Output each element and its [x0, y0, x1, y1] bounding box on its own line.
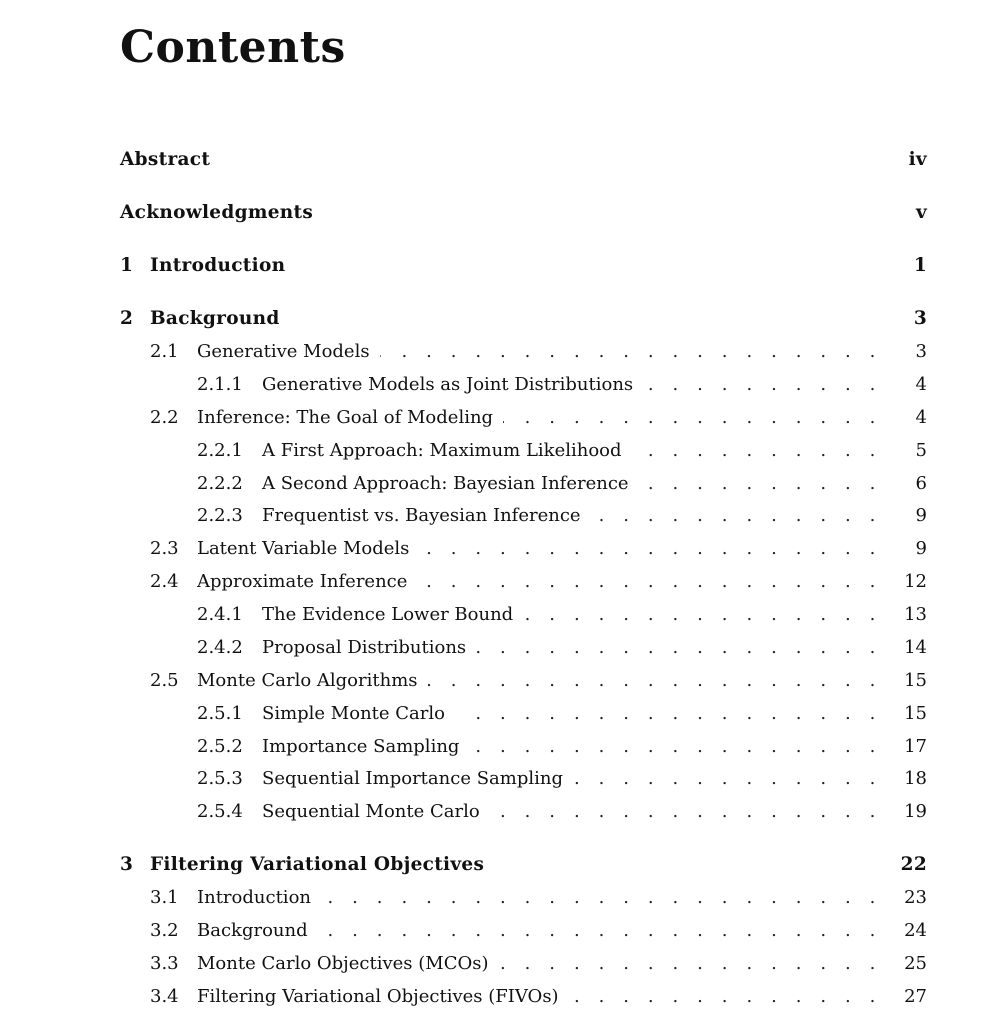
toc-entry[interactable]	[0, 950, 1007, 978]
toc-entry-title: A First Approach: Maximum Likelihood	[262, 440, 622, 461]
toc-entry-page-number: 13	[904, 604, 927, 625]
dot-leader	[428, 667, 882, 695]
toc-entry-title: Inference: The Goal of Modeling	[197, 407, 494, 428]
toc-entry-page-number: 3	[915, 341, 927, 362]
dot-leader	[490, 798, 882, 826]
toc-entry-title: Generative Models as Joint Distributions	[262, 374, 634, 395]
dot-leader	[318, 917, 882, 945]
toc-entry-title: Monte Carlo Algorithms	[197, 670, 418, 691]
toc-entry-page-number: 24	[904, 920, 927, 941]
toc-entry-title: Simple Monte Carlo	[262, 703, 445, 724]
toc-entry[interactable]	[0, 765, 1007, 793]
toc-entry-number: 3	[120, 854, 134, 875]
dot-leader	[523, 601, 882, 629]
dot-leader	[469, 733, 882, 761]
toc-entry-page-number: 25	[904, 953, 927, 974]
toc-entry-number: 1	[120, 255, 134, 276]
dot-leader	[639, 470, 882, 498]
toc-entry[interactable]	[0, 884, 1007, 912]
toc-entry[interactable]	[0, 634, 1007, 662]
toc-entry-number: 3.3	[150, 953, 179, 974]
toc-entry-page-number: 12	[904, 571, 927, 592]
toc-entry-number: 2.3	[150, 538, 179, 559]
toc-entry[interactable]	[0, 404, 1007, 432]
dot-leader	[573, 765, 882, 793]
toc-entry-number: 2.5.3	[197, 768, 243, 789]
toc-entry[interactable]	[0, 146, 1007, 174]
toc-entry-title: Sequential Monte Carlo	[262, 801, 480, 822]
toc-entry-page-number: 15	[904, 703, 927, 724]
toc-entry[interactable]	[0, 470, 1007, 498]
toc-entry[interactable]	[0, 667, 1007, 695]
toc-entry[interactable]	[0, 535, 1007, 563]
toc-entry-title: Background	[197, 920, 308, 941]
toc-entry-number: 2.5.2	[197, 736, 243, 757]
toc-entry-number: 2.5.1	[197, 703, 243, 724]
toc-entry-number: 3.1	[150, 887, 179, 908]
toc-entry-title: Abstract	[120, 149, 211, 170]
toc-entry[interactable]	[0, 851, 1007, 879]
toc-entry-number: 3.4	[150, 986, 179, 1007]
toc-entry-page-number: 9	[915, 538, 927, 559]
dot-leader	[591, 502, 882, 530]
toc-entry-title: Frequentist vs. Bayesian Inference	[262, 505, 581, 526]
toc-entry-title: Filtering Variational Objectives (FIVOs)	[197, 986, 559, 1007]
toc-entry[interactable]	[0, 798, 1007, 826]
dot-leader	[499, 950, 882, 978]
toc-entry-title: Introduction	[197, 887, 311, 908]
page-title: Contents	[120, 22, 346, 73]
toc-entry-page-number: 14	[904, 637, 927, 658]
toc-entry-page-number: 4	[915, 374, 927, 395]
toc-entry[interactable]	[0, 700, 1007, 728]
toc-entry[interactable]	[0, 601, 1007, 629]
toc-entry[interactable]	[0, 917, 1007, 945]
toc-entry-title: A Second Approach: Bayesian Inference	[262, 473, 629, 494]
toc-entry-page-number: 15	[904, 670, 927, 691]
toc-entry-title: Sequential Importance Sampling	[262, 768, 563, 789]
toc-entry[interactable]	[0, 305, 1007, 333]
toc-entry-number: 2.4.1	[197, 604, 243, 625]
toc-entry-page-number: 4	[915, 407, 927, 428]
toc-entry-page-number: 3	[913, 308, 927, 329]
toc-entry-page-number: v	[915, 202, 927, 223]
toc-entry-number: 2.1.1	[197, 374, 243, 395]
toc-entry[interactable]	[0, 733, 1007, 761]
toc-entry-title: Proposal Distributions	[262, 637, 467, 658]
toc-entry-number: 2.4	[150, 571, 179, 592]
toc-entry-page-number: 6	[915, 473, 927, 494]
toc-entry[interactable]	[0, 252, 1007, 280]
toc-entry-title: Generative Models	[197, 341, 370, 362]
dot-leader	[419, 535, 882, 563]
toc-entry-page-number: 23	[904, 887, 927, 908]
toc-entry-title: Background	[150, 308, 280, 329]
toc-entry-title: Acknowledgments	[120, 202, 314, 223]
toc-entry-page-number: iv	[908, 149, 927, 170]
toc-entry-number: 2.2	[150, 407, 179, 428]
toc-entry-page-number: 5	[915, 440, 927, 461]
toc-entry-page-number: 22	[900, 854, 927, 875]
dot-leader	[643, 371, 882, 399]
toc-entry-page-number: 17	[904, 736, 927, 757]
toc-entry-page-number: 19	[904, 801, 927, 822]
toc-entry[interactable]	[0, 983, 1007, 1011]
toc-entry[interactable]	[0, 502, 1007, 530]
toc-entry-page-number: 9	[915, 505, 927, 526]
toc-entry[interactable]	[0, 199, 1007, 227]
toc-entry-title: Monte Carlo Objectives (MCOs)	[197, 953, 489, 974]
toc-entry[interactable]	[0, 338, 1007, 366]
toc-entry-title: The Evidence Lower Bound	[262, 604, 514, 625]
toc-entry-number: 2.2.2	[197, 473, 243, 494]
dot-leader	[569, 983, 882, 1011]
toc-entry-page-number: 27	[904, 986, 927, 1007]
toc-entry[interactable]	[0, 568, 1007, 596]
toc-entry-number: 2.5.4	[197, 801, 243, 822]
toc-entry-number: 2.5	[150, 670, 179, 691]
dot-leader	[380, 338, 882, 366]
dot-leader	[417, 568, 882, 596]
toc-entry-number: 2.2.1	[197, 440, 243, 461]
toc-entry-number: 2.1	[150, 341, 179, 362]
toc-entry-number: 2.2.3	[197, 505, 243, 526]
toc-entry[interactable]	[0, 437, 1007, 465]
toc-entry-title: Importance Sampling	[262, 736, 460, 757]
dot-leader	[321, 884, 882, 912]
toc-entry-page-number: 1	[913, 255, 927, 276]
toc-entry-number: 2.4.2	[197, 637, 243, 658]
dot-leader	[632, 437, 882, 465]
toc-entry-number: 2	[120, 308, 134, 329]
dot-leader	[503, 404, 882, 432]
toc-entry-title: Filtering Variational Objectives	[150, 854, 485, 875]
toc-entry-page-number: 18	[904, 768, 927, 789]
dot-leader	[476, 634, 882, 662]
toc-entry-title: Approximate Inference	[197, 571, 408, 592]
toc-entry[interactable]	[0, 371, 1007, 399]
toc-entry-title: Latent Variable Models	[197, 538, 410, 559]
toc-entry-title: Introduction	[150, 255, 286, 276]
toc-entry-number: 3.2	[150, 920, 179, 941]
dot-leader	[455, 700, 882, 728]
